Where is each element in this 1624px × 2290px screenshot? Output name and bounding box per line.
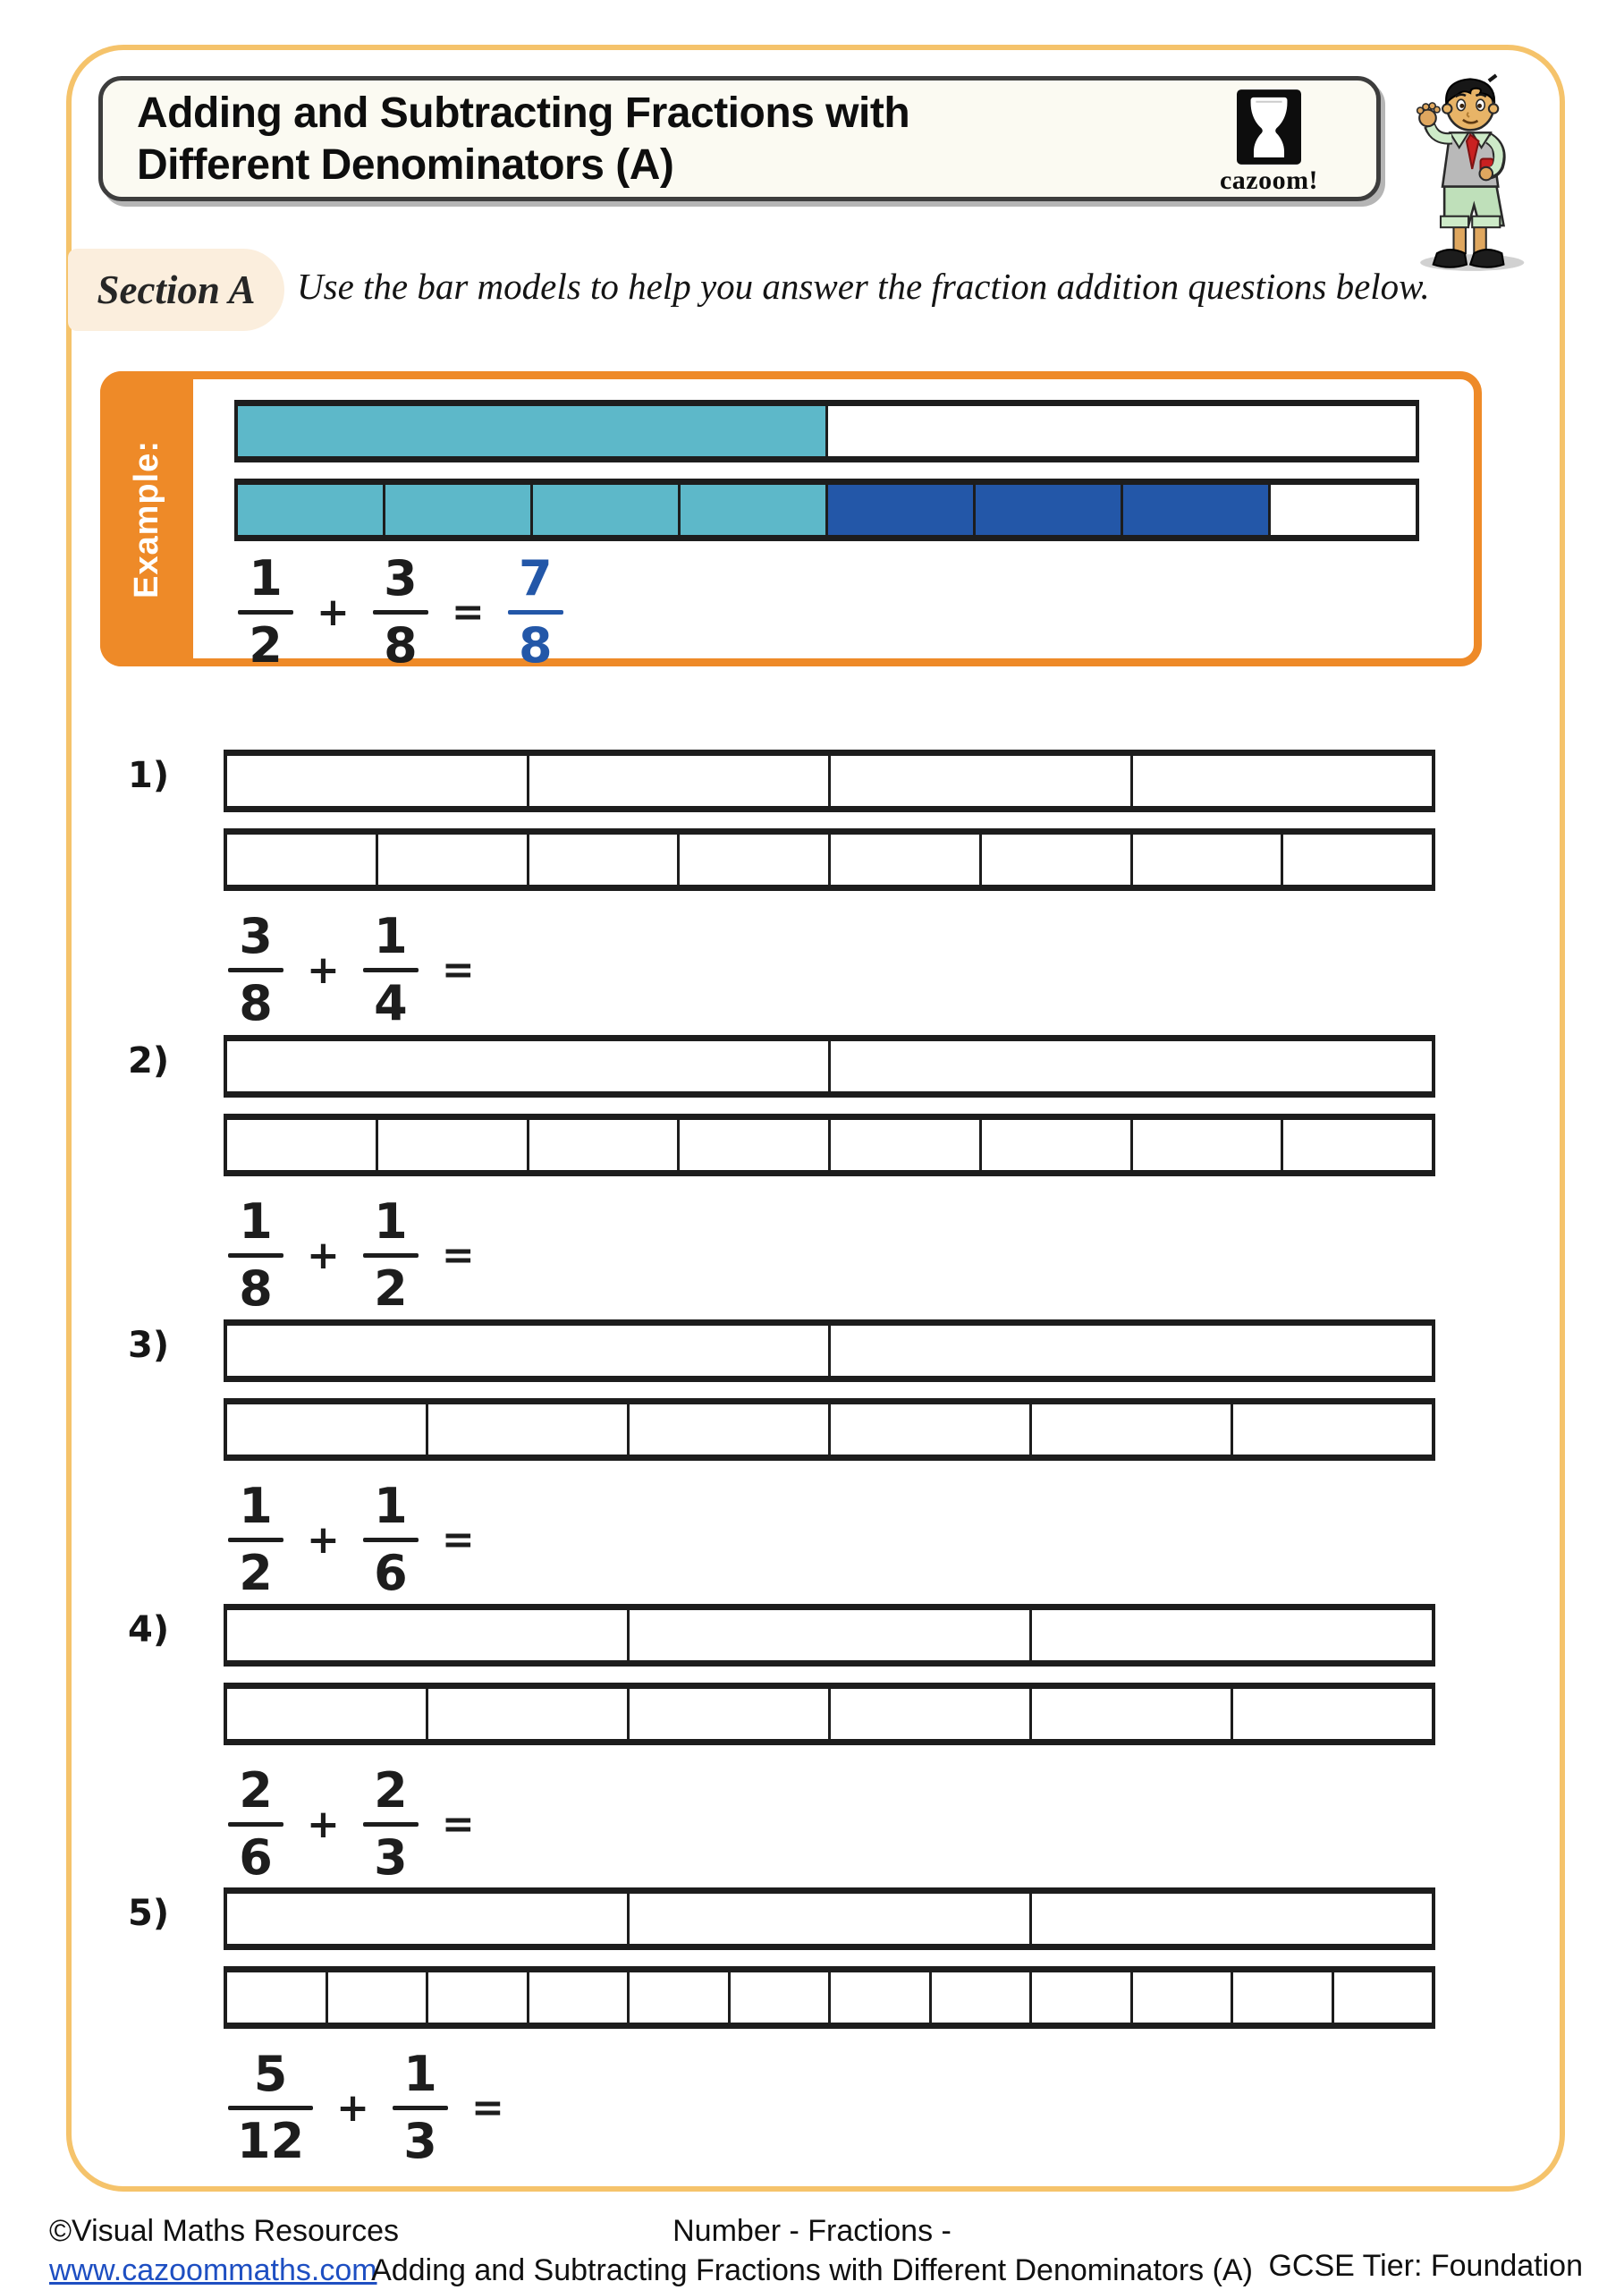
fraction-first [228,2046,313,2169]
bar-cell [378,835,529,885]
bar-cell [529,1120,681,1170]
equals-sign: = [441,1802,475,1847]
bar-cell [1233,1404,1432,1455]
plus-sign: + [307,1802,340,1847]
question-bar-bottom [224,1398,1435,1461]
bar-cell [238,406,828,456]
fraction-numerator: 2 [239,1762,273,1819]
fraction-answer [508,550,563,674]
question-equation [228,1478,475,1601]
fraction-numerator: 2 [374,1762,408,1819]
example-bar-halves [234,400,1419,462]
fraction-denominator: 2 [374,1260,408,1317]
worksheet-title-box [98,76,1381,201]
bar-cell [831,1120,982,1170]
bar-cell [1032,1972,1133,2023]
fraction-numerator: 5 [253,2046,288,2102]
fraction-first [228,1762,283,1886]
bar-cell [1233,1689,1432,1739]
bar-cell [1133,1972,1234,2023]
bar-cell [831,1689,1032,1739]
category-line1: Number - Fractions - [672,2214,952,2248]
bar-cell [378,1120,529,1170]
question-bar-top [224,1887,1435,1950]
bar-cell [529,756,832,806]
section-a-label: Section A [68,249,284,331]
bar-cell [227,835,378,885]
equals-sign: = [441,1517,475,1563]
bar-cell [227,1894,630,1944]
bar-cell [227,1404,428,1455]
bar-cell [1032,1894,1432,1944]
question-bar-bottom [224,1683,1435,1745]
question-row [0,750,1624,1031]
question-row [0,1604,1624,1886]
bar-cell [227,1041,831,1091]
fraction-numerator: 1 [374,1478,408,1534]
equals-sign: = [441,947,475,993]
fraction-denominator: 6 [374,1545,408,1601]
plus-sign: + [307,947,340,993]
example-tab [100,371,193,666]
bar-cell [932,1972,1033,2023]
bar-cell [227,756,529,806]
bar-cell [227,1689,428,1739]
fraction-second [373,550,428,674]
bar-model [224,1604,1435,1667]
fraction-numerator: 1 [374,908,408,964]
tier-label: GCSE Tier: Foundation [1268,2249,1583,2283]
bar-cell [1133,756,1433,806]
question-equation [228,1762,475,1886]
fraction-second [363,1762,419,1886]
bar-cell [630,1894,1032,1944]
bar-model [234,479,1419,541]
question-bar-bottom [224,828,1435,891]
bar-cell [428,1689,630,1739]
bar-cell [982,835,1133,885]
bar-model [224,750,1435,812]
fraction-denominator: 3 [403,2113,437,2169]
bar-cell [529,1972,630,2023]
question-row [0,1035,1624,1317]
bar-cell [227,1972,328,2023]
bar-model [224,1035,1435,1098]
bar-cell [630,1689,831,1739]
fraction-denominator: 8 [384,617,418,674]
bar-model [234,400,1419,462]
bar-cell [1032,1610,1432,1660]
question-bar-top [224,750,1435,812]
fraction-second [363,908,419,1031]
bar-cell [1233,1972,1334,2023]
fraction-denominator: 12 [237,2113,305,2169]
bar-cell [831,756,1133,806]
example-tab-label: Example: [127,439,165,598]
question-equation [228,1193,475,1317]
website-link[interactable]: www.cazoommaths.com [49,2253,377,2287]
bar-cell [982,1120,1133,1170]
bar-model [224,1887,1435,1950]
fraction-numerator: 3 [384,550,418,606]
question-number: 3) [128,1325,170,1366]
question-equation [228,908,475,1031]
bar-cell [328,1972,429,2023]
bar-cell [227,1326,831,1376]
djembe-drum-icon [1237,89,1301,165]
bar-cell [828,485,976,535]
bar-cell [1334,1972,1433,2023]
fraction-first [228,1478,283,1601]
bar-model [224,1319,1435,1382]
question-equation [228,2046,504,2169]
bar-cell [681,485,828,535]
fraction-second [363,1478,419,1601]
bar-cell [1283,835,1432,885]
example-equation [238,550,563,674]
question-bar-top [224,1035,1435,1098]
question-bar-top [224,1604,1435,1667]
copyright-text: ©Visual Maths Resources [49,2214,400,2248]
bar-cell [1123,485,1271,535]
fraction-first [228,908,283,1031]
page-title-line2: Different Denominators (A) [137,141,674,189]
bar-cell [227,1610,630,1660]
question-number: 5) [128,1893,170,1934]
question-bar-bottom [224,1114,1435,1176]
question-number: 4) [128,1609,170,1650]
section-a-instruction: Use the bar models to help you answer the fraction addition questions below. [297,266,1430,307]
fraction-first [238,550,293,674]
fraction-numerator: 7 [518,550,553,606]
bar-cell [428,1972,529,2023]
bar-cell [680,1120,831,1170]
fraction-denominator: 6 [239,1829,273,1886]
bar-cell [529,835,681,885]
bar-cell [828,406,1416,456]
bar-cell [533,485,681,535]
fraction-denominator: 4 [374,975,408,1031]
question-bar-bottom [224,1966,1435,2029]
bar-cell [831,835,982,885]
bar-cell [1032,1404,1233,1455]
bar-cell [630,1972,731,2023]
bar-cell [1133,1120,1284,1170]
page-title-line1: Adding and Subtracting Fractions with [137,89,910,137]
category-line2: Adding and Subtracting Fractions with Different Denominators (A) [371,2253,1253,2287]
bar-cell [831,1404,1032,1455]
question-row [0,1887,1624,2169]
equals-sign: = [451,589,485,635]
bar-cell [1271,485,1416,535]
bar-cell [1032,1689,1233,1739]
page-title [137,88,909,191]
fraction-numerator: 1 [374,1193,408,1250]
fraction-numerator: 1 [249,550,283,606]
bar-cell [428,1404,630,1455]
fraction-denominator: 8 [239,1260,273,1317]
bar-cell [731,1972,832,2023]
question-number: 2) [128,1040,170,1081]
bar-model [224,1114,1435,1176]
bar-cell [385,485,533,535]
bar-cell [831,1972,932,2023]
example-box [100,371,1482,674]
fraction-second [363,1193,419,1317]
bar-model [224,1966,1435,2029]
bar-cell [238,485,385,535]
fraction-numerator: 1 [239,1478,273,1534]
fraction-denominator: 8 [239,975,273,1031]
bar-cell [630,1610,1032,1660]
example-bar-eighths [234,479,1419,541]
fraction-denominator: 2 [249,617,283,674]
fraction-numerator: 3 [239,908,273,964]
plus-sign: + [317,589,350,635]
bar-model [224,1683,1435,1745]
question-row [0,1319,1624,1601]
plus-sign: + [307,1517,340,1563]
plus-sign: + [307,1233,340,1278]
question-number: 1) [128,755,170,796]
equals-sign: = [441,1233,475,1278]
fraction-denominator: 2 [239,1545,273,1601]
bar-cell [976,485,1123,535]
bar-cell [1133,835,1284,885]
bar-cell [680,835,831,885]
fraction-numerator: 1 [239,1193,273,1250]
fraction-numerator: 1 [403,2046,437,2102]
bar-cell [831,1326,1432,1376]
bar-cell [831,1041,1432,1091]
fraction-second [393,2046,448,2169]
equals-sign: = [471,2085,504,2131]
plus-sign: + [336,2085,370,2131]
fraction-denominator: 8 [518,617,553,674]
bar-cell [227,1120,378,1170]
fraction-denominator: 3 [374,1829,408,1886]
bar-model [224,1398,1435,1461]
bar-cell [630,1404,831,1455]
cazoom-logo [1215,89,1323,196]
fraction-first [228,1193,283,1317]
cazoom-logo-text: cazoom! [1219,165,1319,195]
bar-cell [1283,1120,1432,1170]
bar-model [224,828,1435,891]
question-bar-top [224,1319,1435,1382]
cartoon-boy-mascot [1391,70,1542,274]
